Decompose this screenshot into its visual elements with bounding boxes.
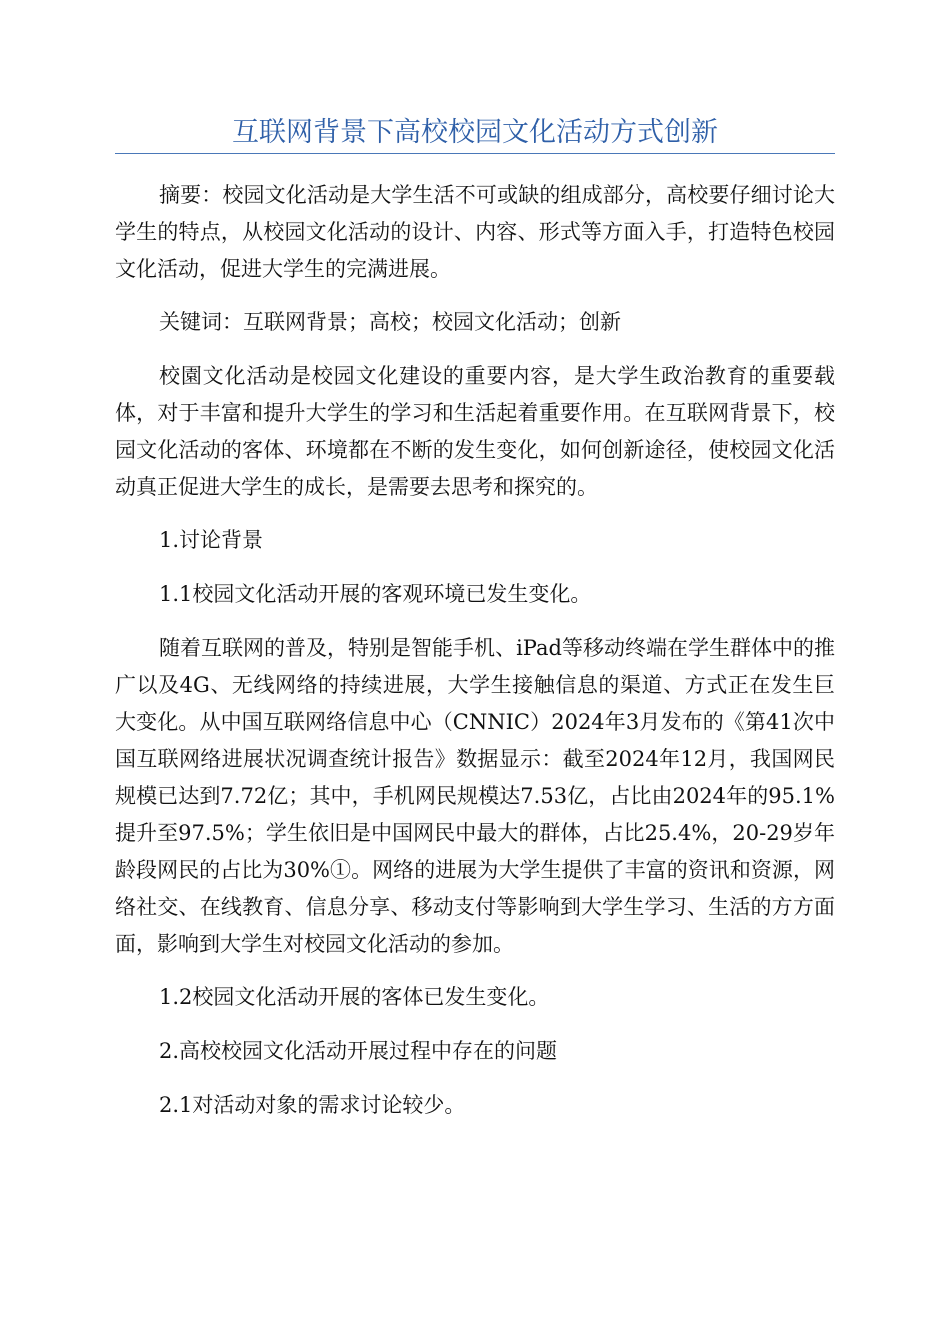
subsection-heading-1-1: 1.1校园文化活动开展的客观环境已发生变化。 bbox=[159, 582, 592, 606]
abstract-paragraph: 摘要：校园文化活动是大学生活不可或缺的组成部分，高校要仔细讨论大学生的特点，从校园文化活动的设计、内容、形式等方面入手，打造特色校园文化活动，促进大学生的完满进展。 bbox=[115, 183, 835, 281]
title-underline bbox=[115, 153, 835, 154]
subsection-heading-1-2: 1.2校园文化活动开展的客体已发生变化。 bbox=[159, 985, 550, 1009]
intro-paragraph: 校園文化活动是校园文化建设的重要内容，是大学生政治教育的重要载体，对于丰富和提升大学生的学习和生活起着重要作用。在互联网背景下，校园文化活动的客体、环境都在不断的发生变化，如何创新途径，使校园文化活动真正促进大学生的成长，是需要去思考和探究的。 bbox=[115, 364, 835, 499]
background-paragraph: 随着互联网的普及，特别是智能手机、iPad等移动终端在学生群体中的推广以及4G、无线网络的持续进展，大学生接触信息的渠道、方式正在发生巨大变化。从中国互联网络信息中心（CNNIC）2024年3月发布的《第41次中国互联网络进展状况调查统计报告》数据显示：截至2024年12月，我国网民规模已达到7.72亿；其中，手机网民规模达7.53亿，占比由2024年的95.1%提升至97.5%；学生依旧是中国网民中最大的群体，占比25.4%，20-29岁年龄段网民的占比为30%①。网络的进展为大学生提供了丰富的资讯和资源，网络社交、在线教育、信息分享、移动支付等影响到大学生学习、生活的方方面面，影响到大学生对校园文化活动的参加。 bbox=[115, 636, 835, 956]
document-body bbox=[115, 177, 835, 1141]
subsection-heading-2-1: 2.1对活动对象的需求讨论较少。 bbox=[159, 1093, 466, 1117]
section-heading-2: 2.高校校园文化活动开展过程中存在的问题 bbox=[159, 1039, 558, 1063]
document-title: 互联网背景下高校校园文化活动方式创新 bbox=[232, 117, 718, 148]
section-heading-1: 1.讨论背景 bbox=[159, 528, 264, 552]
keywords-paragraph: 关键词：互联网背景；高校；校园文化活动；创新 bbox=[159, 310, 621, 334]
